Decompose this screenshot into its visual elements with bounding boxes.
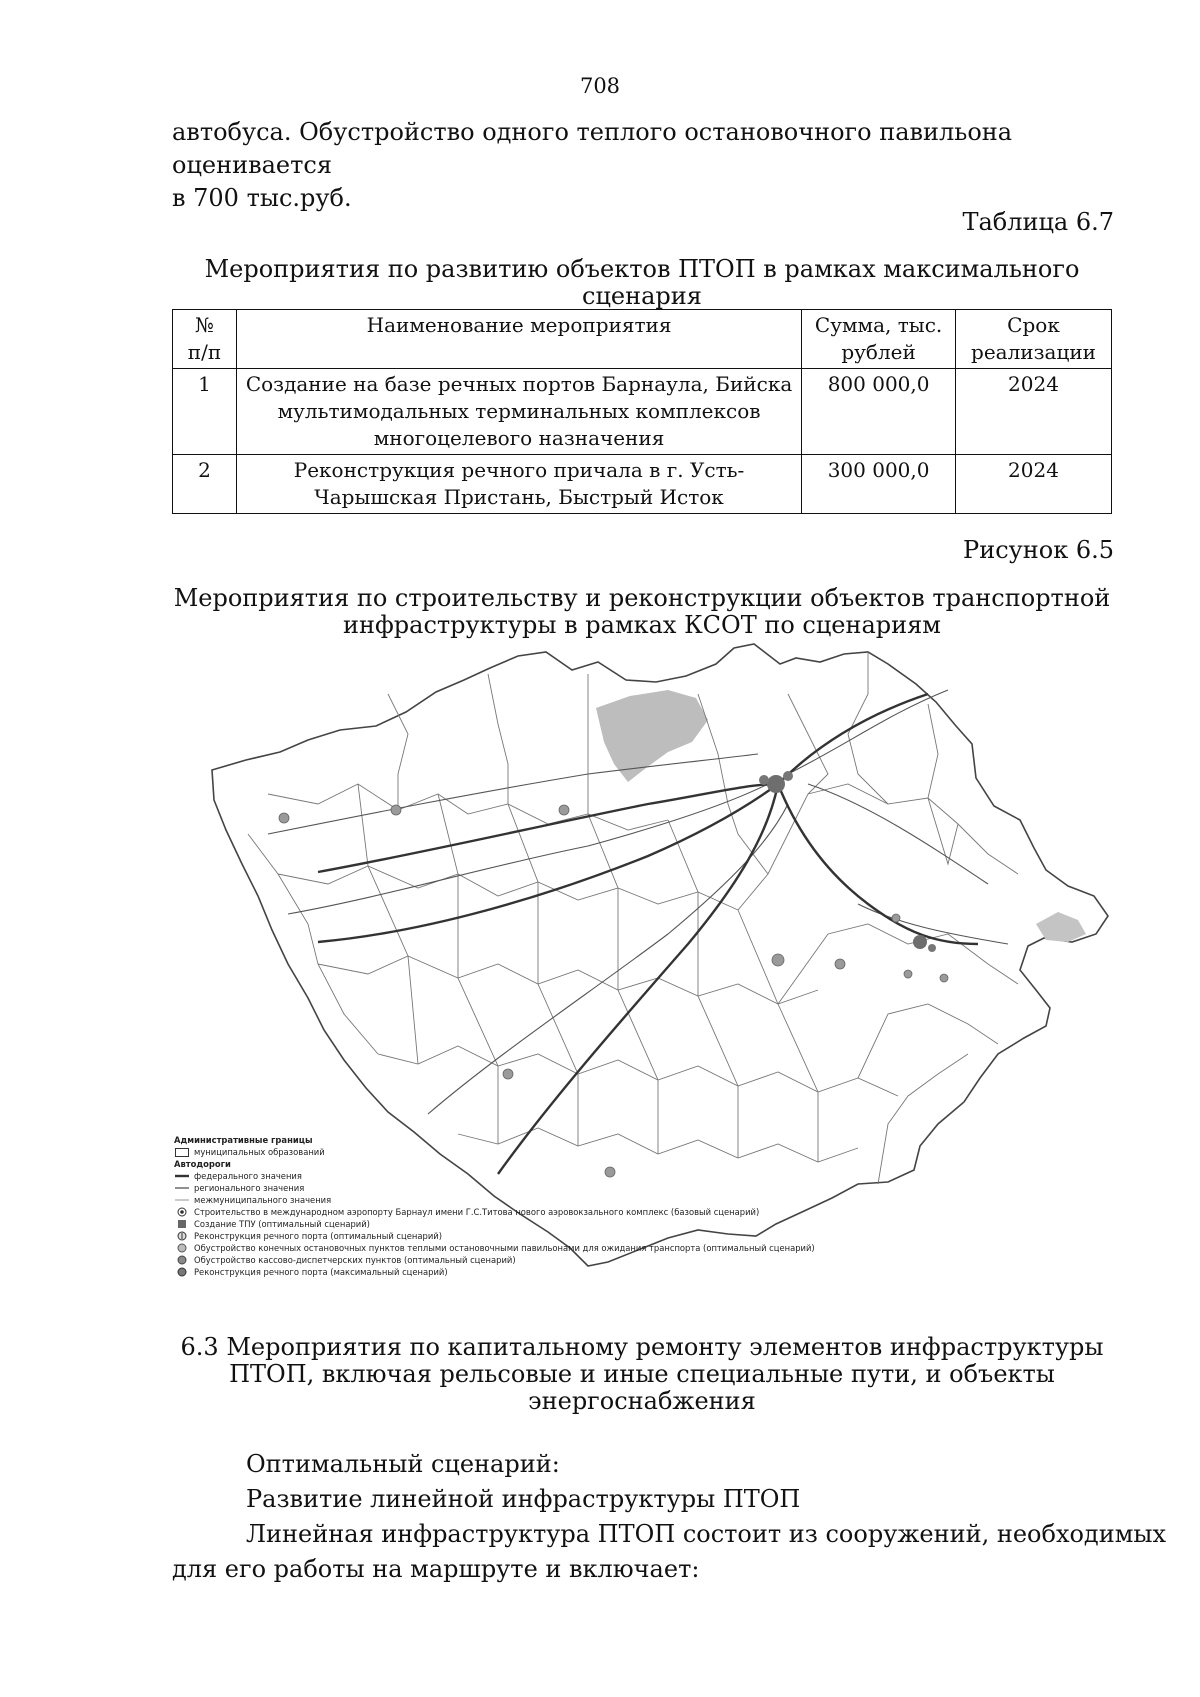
row-1-name-line-1: Создание на базе речных портов Барнаула, Бийска (245, 372, 793, 396)
city-barnaul-marker (767, 775, 785, 793)
table-title-line-1: Мероприятия по развитию объектов ПТОП в рамках максимального (204, 255, 1080, 283)
table-row (173, 455, 1112, 514)
measures-table (172, 309, 1112, 514)
legend-admin-header: Административные границы (174, 1135, 313, 1145)
row-1-num: 1 (173, 369, 237, 455)
table-title-line-2: сценария (582, 282, 702, 310)
city-biysk-marker (913, 935, 927, 949)
header-num (173, 310, 237, 369)
federal-road-line-icon (174, 1173, 190, 1179)
legend-intermunicipal-label: межмуниципального значения (194, 1195, 332, 1205)
legend-airport-label: Строительство в международном аэропорту Барнаул имени Г.С.Титова нового аэровокзального комплекс (базовый сценарий) (194, 1207, 760, 1217)
legend-item (174, 1170, 894, 1182)
map-legend (174, 1134, 894, 1278)
intro-paragraph (172, 116, 1112, 215)
intermunicipal-road-line-icon (174, 1197, 190, 1203)
legend-item (174, 1146, 894, 1158)
legend-item (174, 1230, 894, 1242)
legend-river-port-max-label: Реконструкция речного порта (максимальный сценарий) (194, 1267, 448, 1277)
airport-marker-icon (174, 1207, 190, 1217)
legend-stops-label: Обустройство конечных остановочных пунктов теплыми остановочными павильонами для ожидания транспорта (оптимальный сценарий) (194, 1243, 815, 1253)
body-line-3: Линейная инфраструктура ПТОП состоит из сооружений, необходимых (246, 1520, 1167, 1548)
figure-title-line-1: Мероприятия по строительству и реконструкции объектов транспортной (173, 584, 1111, 612)
table-header-row (173, 310, 1112, 369)
header-sum-line-1: Сумма, тыс. (814, 313, 943, 337)
header-num-line-2: п/п (187, 340, 222, 364)
legend-item (174, 1266, 894, 1278)
figure-title (172, 585, 1112, 639)
header-term-line-2: реализации (971, 340, 1096, 364)
legend-item (174, 1254, 894, 1266)
figure-label: Рисунок 6.5 (963, 536, 1114, 564)
row-2-num: 2 (173, 455, 237, 514)
legend-item (174, 1182, 894, 1194)
regional-road-line-icon (174, 1185, 190, 1191)
section-heading-line-2: ПТОП, включая рельсовые и иные специальные пути, и объекты (229, 1360, 1055, 1388)
header-sum (802, 310, 956, 369)
row-1-sum: 800 000,0 (802, 369, 956, 455)
row-1-name-line-3: многоцелевого назначения (373, 426, 665, 450)
table-row (173, 369, 1112, 455)
row-2-sum: 300 000,0 (802, 455, 956, 514)
body-line-2: Развитие линейной инфраструктуры ПТОП (246, 1485, 801, 1513)
tpu-square-icon (174, 1219, 190, 1229)
intro-line-2: в 700 тыс.руб. (172, 184, 352, 212)
legend-roads-header: Автодороги (174, 1159, 231, 1169)
legend-dispatch-label: Обустройство кассово-диспетчерских пунктов (оптимальный сценарий) (194, 1255, 516, 1265)
section-heading (172, 1334, 1112, 1415)
boundary-swatch-icon (174, 1148, 190, 1157)
section-heading-line-1: 6.3 Мероприятия по капитальному ремонту элементов инфраструктуры (180, 1333, 1104, 1361)
dispatch-point-icon (174, 1255, 190, 1265)
legend-federal-label: федерального значения (194, 1171, 302, 1181)
row-1-name (236, 369, 801, 455)
legend-item (174, 1242, 894, 1254)
row-2-name (236, 455, 801, 514)
page-number: 708 (579, 74, 621, 98)
row-2-term: 2024 (956, 455, 1112, 514)
header-name: Наименование мероприятия (236, 310, 801, 369)
body-line-1: Оптимальный сценарий: (246, 1450, 560, 1478)
header-sum-line-2: рублей (841, 340, 916, 364)
legend-municipal-label: муниципальных образований (194, 1147, 325, 1157)
section-heading-line-3: энергоснабжения (528, 1387, 756, 1415)
legend-river-port-opt-label: Реконструкция речного порта (оптимальный сценарий) (194, 1231, 442, 1241)
stop-pavilion-icon (174, 1243, 190, 1253)
river-port-max-icon (174, 1267, 190, 1277)
row-2-name-line-1: Реконструкция речного причала в г. Усть- (293, 458, 745, 482)
row-2-name-line-2: Чарышская Пристань, Быстрый Исток (314, 485, 724, 509)
intro-line-1: автобуса. Обустройство одного теплого остановочного павильона оценивается (172, 118, 1013, 179)
legend-regional-label: регионального значения (194, 1183, 305, 1193)
table-title (172, 256, 1112, 310)
table-label: Таблица 6.7 (962, 208, 1114, 236)
header-num-line-1: № (194, 313, 214, 337)
body-line-4: для его работы на маршруте и включает: (172, 1555, 700, 1583)
row-1-term: 2024 (956, 369, 1112, 455)
river-port-opt-icon (174, 1231, 190, 1241)
legend-item (174, 1218, 894, 1230)
header-term-line-1: Срок (1007, 313, 1060, 337)
legend-item (174, 1206, 894, 1218)
header-term (956, 310, 1112, 369)
legend-item (174, 1194, 894, 1206)
row-1-name-line-2: мультимодальных терминальных комплексов (277, 399, 761, 423)
legend-tpu-label: Создание ТПУ (оптимальный сценарий) (194, 1219, 370, 1229)
figure-title-line-2: инфраструктуры в рамках КСОТ по сценариям (343, 611, 941, 639)
